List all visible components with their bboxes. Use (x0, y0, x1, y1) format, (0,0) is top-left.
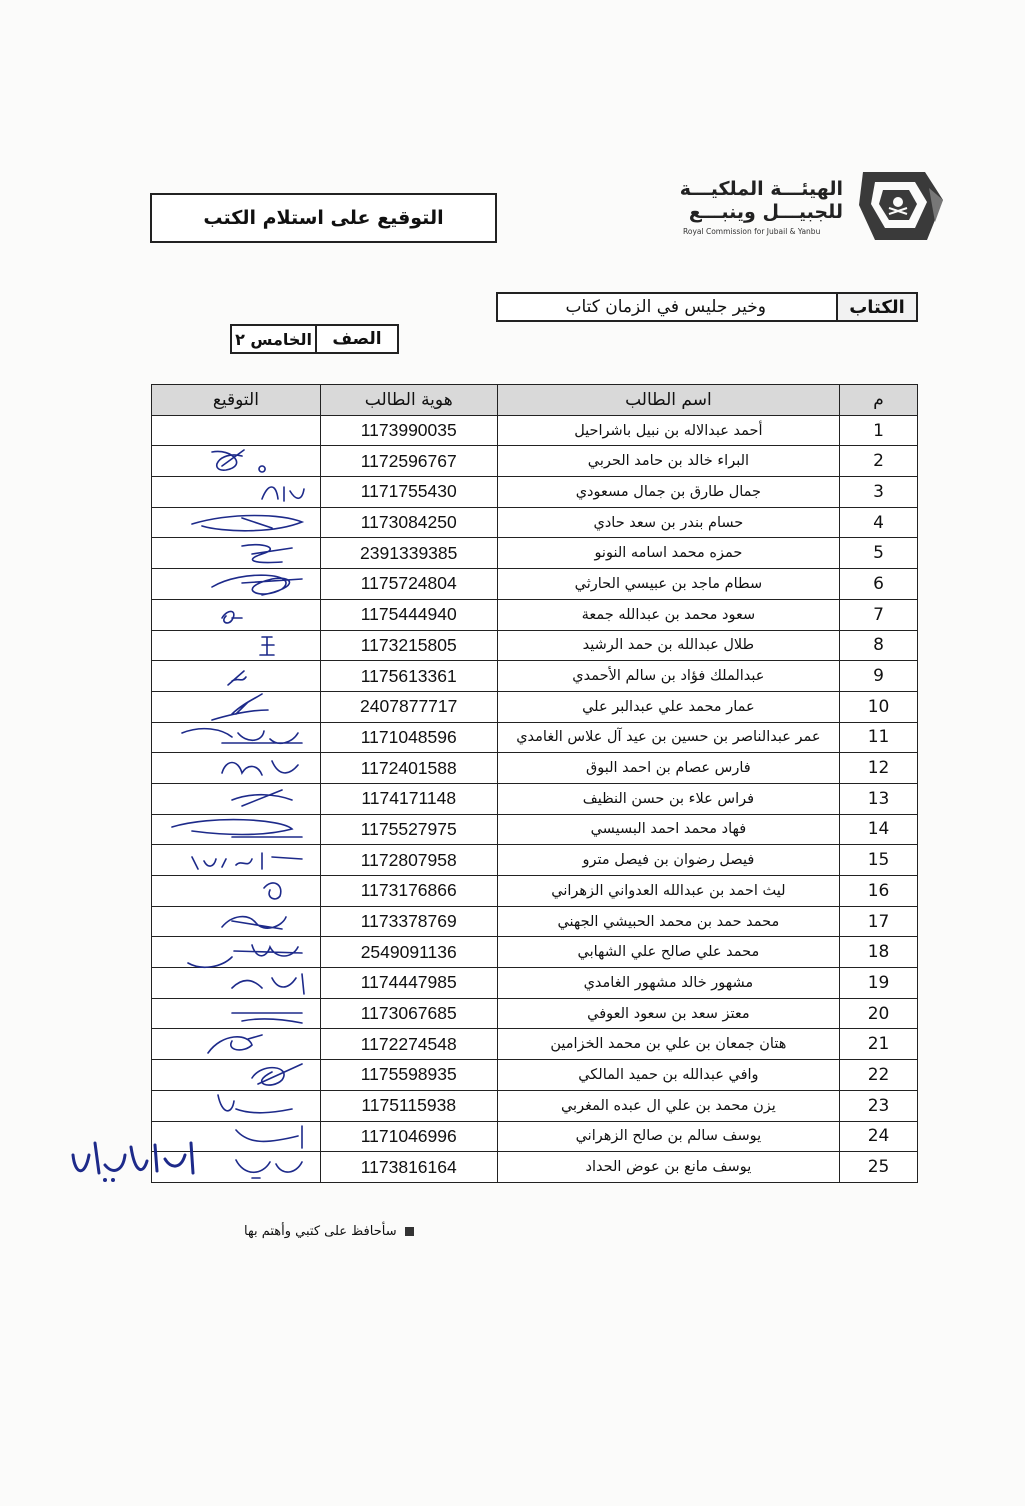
signature-cell (152, 691, 321, 722)
class-field (230, 324, 399, 354)
table-row (152, 538, 918, 569)
book-field (496, 292, 918, 322)
table-row (152, 661, 918, 692)
table-row (152, 507, 918, 538)
org-name-line2: للجبيـــل وينبـــع (688, 201, 843, 223)
row-number: 13 (840, 783, 918, 814)
handwritten-signature-icon (152, 446, 321, 476)
student-name: أحمد عبدالاله بن نبيل باشراحيل (497, 415, 839, 446)
signature-cell (152, 599, 321, 630)
row-number: 8 (840, 630, 918, 661)
handwritten-signature-icon (152, 753, 321, 783)
signature-cell (152, 998, 321, 1029)
student-name: محمد علي صالح علي الشهابي (497, 937, 839, 968)
row-number: 12 (840, 753, 918, 784)
student-name: مشهور خالد مشهور الغامدي (497, 968, 839, 999)
students-table (151, 384, 918, 1183)
table-row (152, 783, 918, 814)
table-row (152, 691, 918, 722)
student-name: عبدالملك فؤاد بن سالم الأحمدي (497, 661, 839, 692)
signature-cell (152, 1090, 321, 1121)
header-name: اسم الطالب (497, 385, 839, 416)
student-name: البراء خالد بن حامد الحربي (497, 446, 839, 477)
student-id: 1172807958 (320, 845, 497, 876)
handwritten-signature-icon (65, 1125, 205, 1185)
signature-cell (152, 630, 321, 661)
table-row (152, 630, 918, 661)
page-title: التوقيع على استلام الكتب (150, 193, 497, 243)
student-id: 1174447985 (320, 968, 497, 999)
signature-cell (152, 446, 321, 477)
handwritten-signature-icon (152, 538, 321, 568)
student-name: يوسف مانع بن عوض الحداد (497, 1152, 839, 1183)
signature-cell (152, 845, 321, 876)
row-number: 9 (840, 661, 918, 692)
table-header-row (152, 385, 918, 416)
student-id: 1175115938 (320, 1090, 497, 1121)
student-name: حمزه محمد اسامه النونو (497, 538, 839, 569)
student-name: عمر عبدالناصر بن حسين بن عيد آل علاس الغامدي (497, 722, 839, 753)
handwritten-signature-icon (152, 1060, 321, 1090)
student-id: 1173215805 (320, 630, 497, 661)
table-row (152, 446, 918, 477)
student-id: 2407877717 (320, 691, 497, 722)
student-id: 1175527975 (320, 814, 497, 845)
student-id: 1173990035 (320, 415, 497, 446)
table-row (152, 722, 918, 753)
handwritten-signature-icon (152, 508, 321, 538)
book-value: وخير جليس في الزمان كتاب (565, 297, 766, 317)
header-signature: التوقيع (152, 385, 321, 416)
footer-note (244, 1224, 414, 1239)
table-row (152, 415, 918, 446)
row-number: 3 (840, 477, 918, 508)
row-number: 20 (840, 998, 918, 1029)
signature-cell (152, 937, 321, 968)
handwritten-signature-icon (152, 723, 321, 753)
signature-cell (152, 1029, 321, 1060)
student-name: فيصل رضوان بن فيصل مترو (497, 845, 839, 876)
row-number: 16 (840, 876, 918, 907)
student-id: 2549091136 (320, 937, 497, 968)
student-name: يوسف سالم بن صالح الزهراني (497, 1121, 839, 1152)
signature-cell (152, 814, 321, 845)
row-number: 14 (840, 814, 918, 845)
handwritten-signature-icon (152, 600, 321, 630)
handwritten-signature-icon (152, 937, 321, 967)
student-id: 1172401588 (320, 753, 497, 784)
table-row (152, 1060, 918, 1091)
student-name: فراس علاء بن حسن النظيف (497, 783, 839, 814)
table-row (152, 1121, 918, 1152)
row-number: 4 (840, 507, 918, 538)
student-name: هتان جمعان بن علي بن محمد الخزامين (497, 1029, 839, 1060)
signature-cell (152, 538, 321, 569)
row-number: 6 (840, 569, 918, 600)
row-number: 2 (840, 446, 918, 477)
row-number: 11 (840, 722, 918, 753)
table-row (152, 753, 918, 784)
org-logo (680, 170, 950, 245)
book-label: الكتاب (836, 294, 916, 320)
row-number: 24 (840, 1121, 918, 1152)
row-number: 17 (840, 906, 918, 937)
table-row (152, 845, 918, 876)
student-name: حسام بندر بن سعد حادي (497, 507, 839, 538)
student-id: 1172274548 (320, 1029, 497, 1060)
signature-cell (152, 876, 321, 907)
student-name: يزن محمد بن علي ال عبده المغربي (497, 1090, 839, 1121)
student-name: ليث احمد بن عبدالله العدواني الزهراني (497, 876, 839, 907)
class-label: الصف (315, 326, 397, 352)
table-row (152, 477, 918, 508)
row-number: 23 (840, 1090, 918, 1121)
org-name-line1: الهيئـــة الملكيـــة (679, 178, 843, 200)
signature-cell (152, 968, 321, 999)
handwritten-signature-icon (152, 692, 321, 722)
student-name: سطام ماجد بن عبيسي الحارثي (497, 569, 839, 600)
student-id: 1175444940 (320, 599, 497, 630)
signature-cell (152, 661, 321, 692)
student-name: سعود محمد بن عبدالله جمعة (497, 599, 839, 630)
handwritten-signature-icon (152, 815, 321, 845)
student-id: 1175613361 (320, 661, 497, 692)
table-row (152, 876, 918, 907)
signature-cell (152, 1060, 321, 1091)
row-number: 18 (840, 937, 918, 968)
signature-cell (152, 753, 321, 784)
row-number: 10 (840, 691, 918, 722)
bullet-icon (405, 1227, 414, 1236)
table-row (152, 569, 918, 600)
handwritten-signature-icon (152, 477, 321, 507)
student-id: 1173067685 (320, 998, 497, 1029)
table-row (152, 937, 918, 968)
table-row (152, 1029, 918, 1060)
row-number: 21 (840, 1029, 918, 1060)
handwritten-signature-icon (152, 907, 321, 937)
handwritten-signature-icon (152, 631, 321, 661)
signature-cell (152, 507, 321, 538)
row-number: 19 (840, 968, 918, 999)
handwritten-signature-icon (152, 661, 321, 691)
student-name: محمد حمد بن محمد الحبيشي الجهني (497, 906, 839, 937)
handwritten-signature-icon (152, 999, 321, 1029)
handwritten-signature-icon (152, 876, 321, 906)
student-name: معتز سعد بن سعود العوفي (497, 998, 839, 1029)
row-number: 15 (840, 845, 918, 876)
student-id: 2391339385 (320, 538, 497, 569)
student-name: طلال عبدالله بن حمد الرشيد (497, 630, 839, 661)
student-id: 1175724804 (320, 569, 497, 600)
handwritten-signature-icon (152, 569, 321, 599)
student-name: فارس عصام بن احمد البوق (497, 753, 839, 784)
row-number: 5 (840, 538, 918, 569)
header-num: م (840, 385, 918, 416)
student-name: جمال طارق بن جمال مسعودي (497, 477, 839, 508)
signature-cell (152, 415, 321, 446)
handwritten-signature-icon (152, 784, 321, 814)
student-id: 1173378769 (320, 906, 497, 937)
table-row (152, 814, 918, 845)
org-name-english: Royal Commission for Jubail & Yanbu (683, 227, 821, 236)
handwritten-signature-icon (152, 1091, 321, 1121)
row-number: 1 (840, 415, 918, 446)
student-id: 1173816164 (320, 1152, 497, 1183)
handwritten-signature-icon (152, 1029, 321, 1059)
student-id: 1175598935 (320, 1060, 497, 1091)
signature-cell (152, 783, 321, 814)
student-id: 1173176866 (320, 876, 497, 907)
handwritten-signature-icon (152, 845, 321, 875)
handwritten-signature-icon (152, 968, 321, 998)
student-id: 1171755430 (320, 477, 497, 508)
table-row (152, 998, 918, 1029)
signature-cell (152, 569, 321, 600)
student-id: 1171046996 (320, 1121, 497, 1152)
student-name: فهاد محمد احمد البسيسي (497, 814, 839, 845)
row-number: 7 (840, 599, 918, 630)
header-id: هوية الطالب (320, 385, 497, 416)
student-name: وافي عبدالله بن حميد المالكي (497, 1060, 839, 1091)
table-row (152, 1152, 918, 1183)
row-number: 22 (840, 1060, 918, 1091)
student-id: 1174171148 (320, 783, 497, 814)
class-value: الخامس ٢ (235, 329, 312, 349)
royal-commission-emblem-icon (855, 170, 945, 242)
table-row (152, 968, 918, 999)
student-id: 1171048596 (320, 722, 497, 753)
table-row (152, 906, 918, 937)
row-number: 25 (840, 1152, 918, 1183)
table-row (152, 599, 918, 630)
signature-cell (152, 477, 321, 508)
signature-cell (152, 722, 321, 753)
student-name: عمار محمد علي عبدالبر علي (497, 691, 839, 722)
footer-note-text: سأحافظ على كتبي وأهتم بها (244, 1224, 397, 1239)
student-id: 1173084250 (320, 507, 497, 538)
signature-cell (152, 906, 321, 937)
student-id: 1172596767 (320, 446, 497, 477)
table-row (152, 1090, 918, 1121)
